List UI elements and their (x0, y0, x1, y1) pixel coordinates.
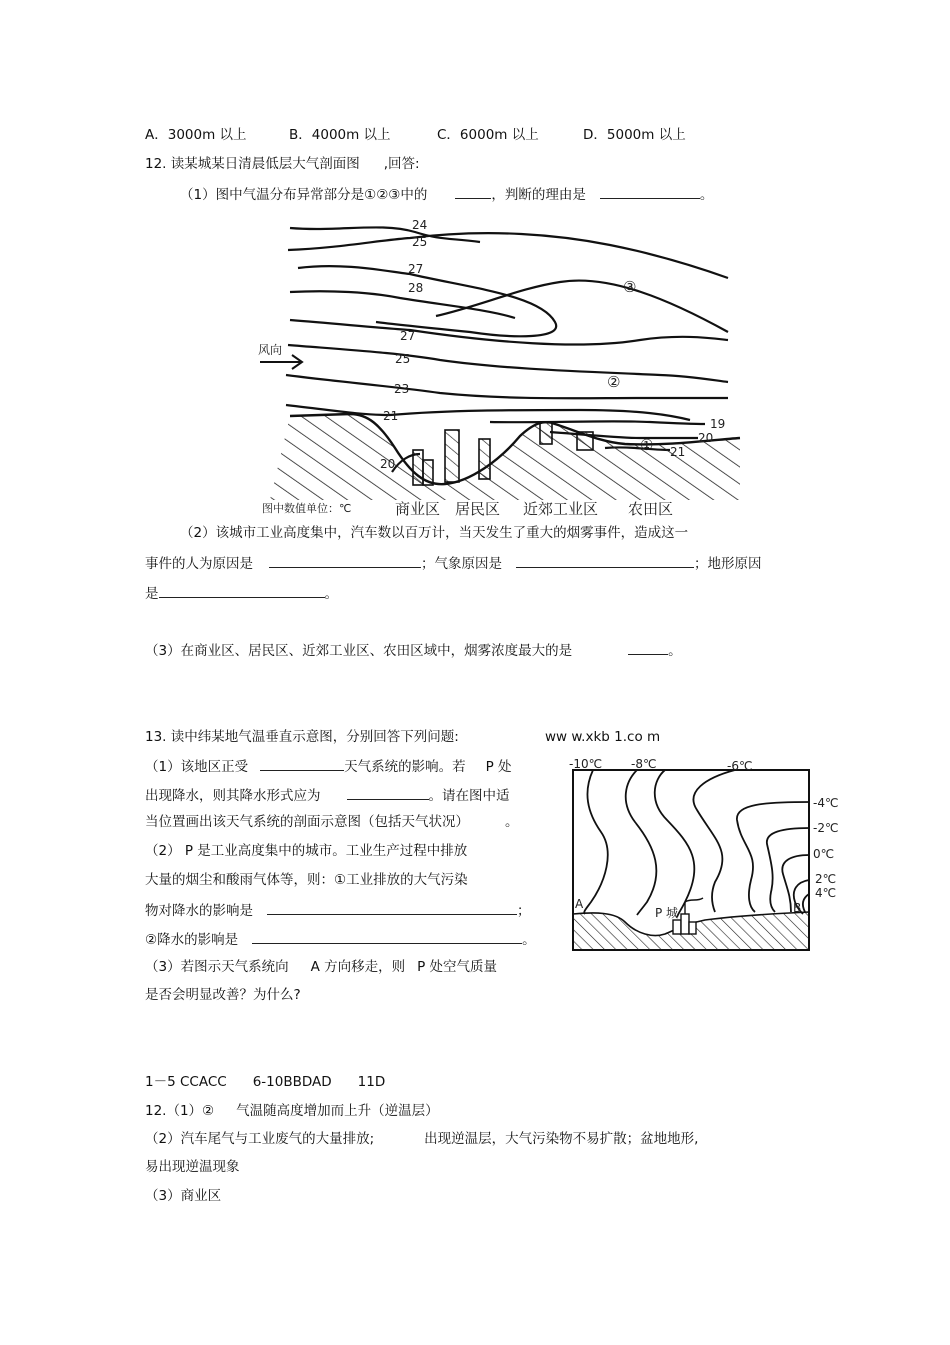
q12-p3-blank[interactable] (628, 640, 668, 655)
contour-label: 24 (412, 218, 428, 232)
q12-p2-end: 。 (324, 586, 338, 602)
answers-6-10: 6-10BBDAD (252, 1074, 332, 1090)
q12-p1-end: 。 (699, 187, 714, 203)
answers-1-5: 1－5 CCACC (145, 1074, 227, 1090)
unit-label: 图中数值单位：℃ (262, 502, 352, 515)
building (423, 460, 433, 485)
q12-p2-line3 (145, 583, 338, 603)
q13-l2-a: 出现降水，则其降水形式应为 (145, 788, 321, 804)
q13-l7-b: 。 (522, 932, 536, 948)
wind-label: 风向 (258, 343, 283, 357)
contour-label: 21 (670, 445, 686, 459)
q13-l8-a: （3）若图示天气系统向 (145, 959, 289, 975)
q13-l7-a: ②降水的影响是 (145, 932, 239, 948)
q12-part1 (180, 184, 713, 204)
top-label: -10℃ (569, 757, 603, 771)
q12-p2-sep2: ；地形原因 (694, 556, 762, 572)
top-label: -6℃ (727, 759, 753, 773)
isotherm-line (767, 828, 809, 912)
q13-line5: 大量的烟尘和酸雨气体等，则：①工业排放的大气污染 (145, 872, 468, 888)
contour-label: 21 (383, 409, 399, 423)
option-b: B．4000m 以上 (289, 127, 391, 143)
right-label: 0℃ (813, 847, 835, 861)
q12-title (145, 155, 420, 173)
answer-q12-1-a: 12.（1）② (145, 1103, 215, 1119)
contour-label: 20 (698, 431, 714, 445)
right-label: -4℃ (813, 796, 839, 810)
isotherm-line (655, 770, 695, 917)
q13-l8-b: A 方向移走，则 (310, 959, 406, 975)
marker-3: ③ (623, 278, 637, 296)
q13-l1-c: P 处 (485, 759, 512, 775)
isotherm-28 (290, 291, 515, 318)
q12-p2-c: 是 (145, 586, 159, 602)
q12-p1-text2: ，判断的理由是 (491, 187, 586, 203)
q13-line6 (145, 900, 531, 920)
zone-label-farmland: 农田区 (628, 500, 674, 518)
wind-arrow (260, 355, 302, 369)
contour-label: 27 (408, 262, 424, 276)
inversion-cross-section-figure (250, 210, 750, 520)
contour-label: 23 (394, 382, 410, 396)
q12-p1-blank1[interactable] (455, 184, 491, 199)
q12-p2-blank3[interactable] (159, 583, 325, 598)
watermark-text: ww w.xkb 1.co m (545, 729, 661, 745)
contour-label: 20 (380, 457, 396, 471)
q13-blank-precip[interactable] (347, 785, 429, 800)
q12-p2-line1: （2）该城市工业高度集中，汽车数以百万计，当天发生了重大的烟雾事件，造成这一 (180, 525, 689, 541)
contour-label: 25 (412, 235, 428, 249)
answer-q12-2-b: 出现逆温层，大气污染物不易扩散；盆地地形, (424, 1131, 699, 1147)
q13-blank-system[interactable] (260, 756, 344, 771)
q13-line8 (145, 958, 497, 976)
answer-q12-2 (145, 1130, 698, 1148)
answer-line1 (145, 1073, 385, 1091)
q13-blank-effect2[interactable] (252, 929, 522, 944)
vertical-temperature-figure (565, 752, 855, 962)
answer-q12-2-a: （2）汽车尾气与工业废气的大量排放; (145, 1131, 375, 1147)
right-label: -2℃ (813, 821, 839, 835)
q13-l3-b: 。 (505, 814, 519, 830)
q12-p2-line2 (145, 553, 762, 573)
zone-label-industrial: 近郊工业区 (523, 500, 599, 518)
marker-2: ② (607, 373, 621, 391)
building (577, 432, 593, 450)
building (445, 430, 459, 482)
q12-p1-blank2[interactable] (600, 184, 700, 199)
point-b-label: B (793, 901, 802, 915)
building (413, 450, 423, 485)
q13-l1-a: （1）该地区正受 (145, 759, 249, 775)
q12-p2-blank2[interactable] (516, 553, 694, 568)
contour-label: 28 (408, 281, 424, 295)
zone-label-commercial: 商业区 (395, 500, 441, 518)
right-label: 2℃ (815, 872, 837, 886)
q12-p2-blank1[interactable] (269, 553, 421, 568)
q13-blank-effect1[interactable] (267, 900, 517, 915)
q12-p3 (145, 640, 682, 660)
right-label: 4℃ (815, 886, 837, 900)
city-label: P 城 (655, 906, 679, 920)
answer-q12-2c: 易出现逆温现象 (145, 1159, 240, 1175)
q13-l1-b: 天气系统的影响。若 (344, 759, 466, 775)
q13-l3-a: 当位置画出该天气系统的剖面示意图（包括天气状况） (145, 814, 469, 830)
q13-l6-a: 物对降水的影响是 (145, 903, 253, 919)
answers-11: 11D (357, 1074, 386, 1090)
building (540, 422, 552, 444)
contour-label: 19 (710, 417, 726, 431)
answer-q12-1-b: 气温随高度增加而上升（逆温层） (236, 1103, 439, 1119)
q13-line1 (145, 756, 512, 776)
q12-p2-sep1: ；气象原因是 (421, 556, 502, 572)
isotherm-line (626, 770, 657, 915)
q12-p2-text: 事件的人为原因是 (145, 556, 253, 572)
isotherm-25-top (288, 233, 728, 278)
q12-title-text: 12. 读某城某日清晨低层大气剖面图 (145, 156, 360, 172)
q13-line2 (145, 785, 510, 805)
isotherm-23 (286, 375, 728, 398)
contour-label: 27 (400, 329, 416, 343)
option-d: D．5000m 以上 (583, 127, 686, 143)
q12-p1-text: （1）图中气温分布异常部分是①②③中的 (180, 187, 428, 203)
isotherm-line (584, 770, 607, 914)
q12-title-tail: ,回答: (383, 156, 420, 172)
q13-l6-b: ； (517, 903, 531, 919)
option-c: C．6000m 以上 (437, 127, 539, 143)
building (479, 439, 490, 479)
answer-q12-3: （3）商业区 (145, 1188, 222, 1204)
q12-p3-end: 。 (668, 643, 682, 659)
q12-p3-text: （3）在商业区、居民区、近郊工业区、农田区域中，烟雾浓度最大的是 (145, 643, 573, 659)
marker-1: ① (640, 436, 654, 454)
q13-line3 (145, 813, 519, 831)
q13-title: 13. 读中纬某地气温垂直示意图，分别回答下列问题: (145, 729, 459, 745)
q13-line4: （2） P 是工业高度集中的城市。工业生产过程中排放 (145, 843, 468, 859)
q13-l8-c: P 处空气质量 (417, 959, 498, 975)
zone-label-residential: 居民区 (455, 500, 501, 518)
top-label: -8℃ (631, 757, 657, 771)
isotherm-25-lower (288, 345, 728, 382)
isotherm-19 (490, 421, 705, 424)
isotherm-27-lower (290, 320, 728, 345)
isotherm-line (737, 802, 809, 912)
answer-q12-1 (145, 1102, 439, 1120)
q13-l2-b: 。请在图中适 (428, 788, 510, 804)
q13-line7 (145, 929, 536, 949)
point-a-label: A (575, 897, 584, 911)
q13-line9: 是否会明显改善？为什么? (145, 987, 301, 1003)
isotherm-line (693, 770, 735, 912)
contour-label: 25 (395, 352, 411, 366)
option-a: A．3000m 以上 (145, 127, 247, 143)
